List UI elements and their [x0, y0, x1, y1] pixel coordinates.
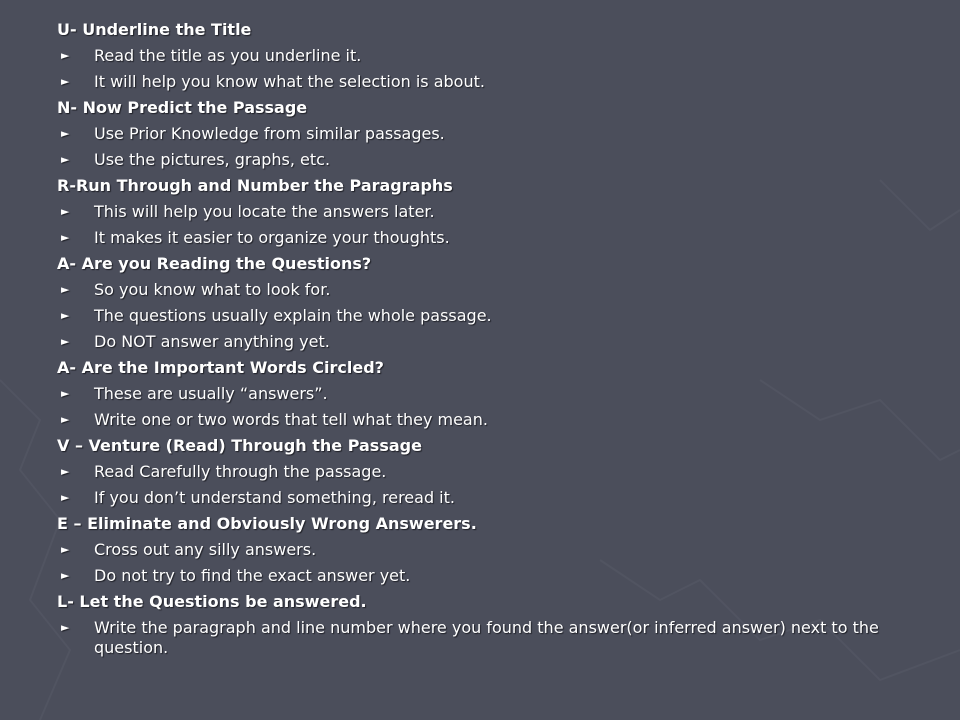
bullet-arrow-icon: ► — [61, 413, 70, 426]
bullet-arrow-icon: ► — [61, 335, 70, 348]
bullet-arrow-icon: ► — [61, 543, 70, 556]
section-heading: A- Are you Reading the Questions? — [57, 254, 372, 273]
bullet-arrow-icon: ► — [61, 491, 70, 504]
bullet-item — [57, 384, 907, 410]
bullet-text: If you don’t understand something, reread it. — [94, 488, 455, 507]
bullet-text: This will help you locate the answers later. — [94, 202, 435, 221]
bullet-item — [57, 618, 907, 658]
bullet-text: Cross out any silly answers. — [94, 540, 317, 559]
bullet-item — [57, 306, 907, 332]
bullet-item — [57, 72, 907, 98]
bullet-text: Read Carefully through the passage. — [94, 462, 387, 481]
bullet-arrow-icon: ► — [61, 621, 70, 634]
section — [57, 358, 907, 436]
bullet-arrow-icon: ► — [61, 49, 70, 62]
bullet-item — [57, 150, 907, 176]
bullet-arrow-icon: ► — [61, 205, 70, 218]
bullet-item — [57, 228, 907, 254]
bullet-arrow-icon: ► — [61, 231, 70, 244]
section-heading: L- Let the Questions be answered. — [57, 592, 367, 611]
bullet-item — [57, 332, 907, 358]
bullet-text: These are usually “answers”. — [94, 384, 328, 403]
bullet-text: So you know what to look for. — [94, 280, 331, 299]
bullet-arrow-icon: ► — [61, 127, 70, 140]
section — [57, 176, 907, 254]
bullet-text: Write one or two words that tell what they mean. — [94, 410, 488, 429]
bullet-arrow-icon: ► — [61, 465, 70, 478]
section — [57, 592, 907, 658]
section — [57, 254, 907, 358]
section-heading: E – Eliminate and Obviously Wrong Answerers. — [57, 514, 477, 533]
bullet-text: It will help you know what the selection is about. — [94, 72, 485, 91]
section-heading: V – Venture (Read) Through the Passage — [57, 436, 422, 455]
bullet-item — [57, 540, 907, 566]
slide-content — [57, 20, 907, 658]
bullet-text: Use Prior Knowledge from similar passages. — [94, 124, 445, 143]
bullet-text: Read the title as you underline it. — [94, 46, 362, 65]
bullet-arrow-icon: ► — [61, 153, 70, 166]
bullet-arrow-icon: ► — [61, 283, 70, 296]
bullet-arrow-icon: ► — [61, 309, 70, 322]
bullet-arrow-icon: ► — [61, 569, 70, 582]
bullet-item — [57, 488, 907, 514]
bullet-text: The questions usually explain the whole passage. — [94, 306, 492, 325]
section-heading: A- Are the Important Words Circled? — [57, 358, 384, 377]
bullet-arrow-icon: ► — [61, 387, 70, 400]
bullet-text: Do NOT answer anything yet. — [94, 332, 330, 351]
section — [57, 514, 907, 592]
section-heading: R-Run Through and Number the Paragraphs — [57, 176, 453, 195]
bullet-arrow-icon: ► — [61, 75, 70, 88]
bullet-text: Write the paragraph and line number where you found the answer(or inferred answer) next to the question. — [94, 618, 879, 657]
bullet-text: Use the pictures, graphs, etc. — [94, 150, 331, 169]
section — [57, 98, 907, 176]
bullet-item — [57, 410, 907, 436]
section-heading: U- Underline the Title — [57, 20, 252, 39]
section — [57, 436, 907, 514]
section — [57, 20, 907, 98]
bullet-text: Do not try to find the exact answer yet. — [94, 566, 411, 585]
bullet-item — [57, 280, 907, 306]
bullet-item — [57, 124, 907, 150]
bullet-item — [57, 566, 907, 592]
bullet-item — [57, 46, 907, 72]
bullet-item — [57, 462, 907, 488]
bullet-item — [57, 202, 907, 228]
bullet-text: It makes it easier to organize your thoughts. — [94, 228, 450, 247]
section-heading: N- Now Predict the Passage — [57, 98, 308, 117]
